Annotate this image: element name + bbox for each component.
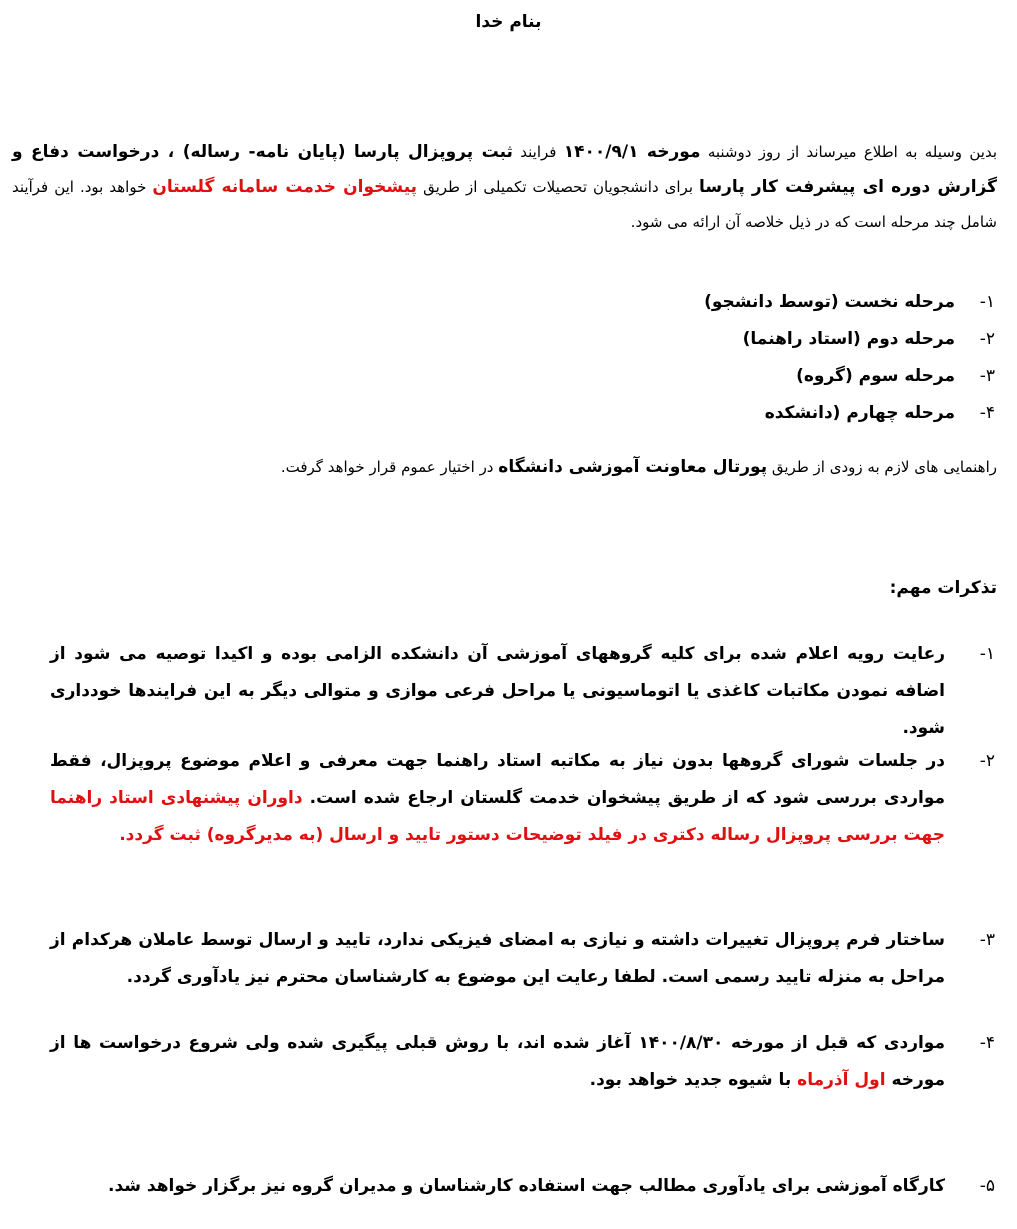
guide-paragraph [12,452,997,482]
stage-label: مرحله سوم (گروه) [796,366,955,386]
note-number: ۱- [979,644,995,664]
intro-text-3: برای دانشجویان تحصیلات تکمیلی از طریق [423,178,694,196]
note-number: ۲- [979,751,995,771]
stage-item [395,321,995,358]
intro-text-4: خواهد بود. این فرآیند شامل چند مرحله است که در ذیل خلاصه آن ارائه می شود. [12,178,997,231]
note-item-4 [50,1025,995,1099]
stage-number: ۴- [979,403,995,423]
note-number: ۳- [979,930,995,950]
guide-portal: پورتال معاونت آموزشی دانشگاه [498,457,768,477]
intro-golestan-service: پیشخوان خدمت سامانه گلستان [152,177,418,197]
stages-list [395,284,995,432]
intro-process-name: ثبت پروپزال پارسا (پایان نامه- رساله) ، درخواست دفاع و گزارش دوره ای پیشرفت کار پارسا [12,142,997,197]
note-text: ساختار فرم پروپزال تغییرات داشته و نیازی به امضای فیزیکی ندارد، تایید و ارسال توسط عاملان هرکدام از مراحل به منزله تایید رسمی است. لطفا رعایت این موضوع به کارشناسان محترم نیز یادآوری گردد. [50,930,945,987]
stage-number: ۲- [979,329,995,349]
notes-heading: تذکرات مهم: [889,578,997,598]
stage-item [395,395,995,432]
intro-text-1: بدین وسیله به اطلاع میرساند از روز دوشنبه [707,143,998,161]
intro-text-2: فرایند [520,143,557,161]
note-text: مواردی که قبل از مورخه ۱۴۰۰/۸/۳۰ آغاز شده اند، با روش قبلی پیگیری شده ولی شروع درخواست ها از مورخه [50,1033,945,1090]
note-text-end: با شیوه جدید خواهد بود. [589,1070,792,1090]
guide-text-2: در اختیار عموم قرار خواهد گرفت. [280,458,494,476]
note-text: کارگاه آموزشی برای یادآوری مطالب جهت استفاده کارشناسان و مدیران گروه نیز برگزار خواهد شد. [108,1176,945,1196]
note-number: ۵- [979,1176,995,1196]
stage-number: ۱- [979,292,995,312]
note-item-1 [50,636,995,747]
note-item-3 [50,922,995,996]
note-highlight: داوران پیشنهادی استاد راهنما جهت بررسی پروپزال رساله دکتری در فیلد توضیحات دستور تایید و ارسال (به مدیرگروه) ثبت گردد. [50,788,945,845]
intro-paragraph [12,135,997,240]
stage-label: مرحله چهارم (دانشکده [764,403,955,423]
stage-number: ۳- [979,366,995,386]
stage-label: مرحله دوم (استاد راهنما) [742,329,955,349]
stage-item [395,284,995,321]
note-item-2 [50,743,995,854]
note-highlight: اول آذرماه [797,1070,886,1090]
intro-date: مورخه ۱۴۰۰/۹/۱ [563,142,701,162]
page-title: بنام خدا [475,12,542,32]
note-item-5 [50,1168,995,1205]
note-number: ۴- [979,1033,995,1053]
guide-text-1: راهنمایی های لازم به زودی از طریق [771,458,997,476]
stage-item [395,358,995,395]
note-text: رعایت رویه اعلام شده برای کلیه گروههای آموزشی آن دانشکده الزامی بوده و اکیدا توصیه می شود از اضافه نمودن مکاتبات کاغذی یا اتوماسیونی یا مراحل فرعی موازی و متوالی دیگر به این فرایندها خودداری شود. [50,644,945,738]
note-text: در جلسات شورای گروهها بدون نیاز به مکاتبه استاد راهنما جهت معرفی و اعلام موضوع پروپزال، فقط مواردی بررسی شود که از طریق پیشخوان خدمت گلستان ارجاع شده است. [50,751,945,808]
stage-label: مرحله نخست (توسط دانشجو) [704,292,955,312]
